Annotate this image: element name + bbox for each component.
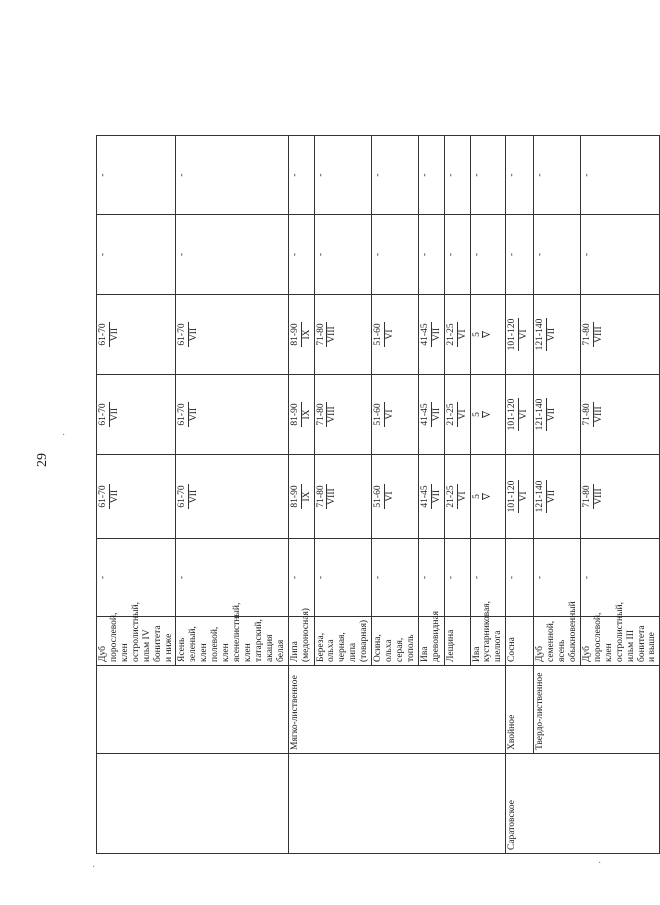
- age-class-cell: [580, 295, 659, 375]
- age-class: VII: [547, 489, 558, 504]
- fraction: [177, 322, 200, 346]
- age-class: VII: [189, 489, 200, 504]
- age-range: 61-70: [98, 323, 108, 346]
- dash-cell: -: [314, 215, 372, 295]
- fraction: [98, 322, 121, 346]
- age-class: VII: [547, 407, 558, 422]
- group-cell: Твердо-лиственное: [534, 666, 660, 754]
- dash-cell: -: [418, 215, 444, 295]
- fraction: [535, 398, 558, 432]
- dash-cell: -: [534, 136, 581, 215]
- age-class-cell: [288, 455, 314, 539]
- age-class-cell: [176, 295, 288, 375]
- forest-table: [96, 46, 660, 854]
- age-class-cell: [97, 375, 176, 455]
- dash-cell: -: [176, 539, 288, 617]
- scan-dot: ·: [62, 430, 66, 441]
- age-range: 21-25: [445, 323, 456, 346]
- age-class-cell: [580, 375, 659, 455]
- age-class-cell: [176, 455, 288, 539]
- fraction: [290, 322, 313, 346]
- dash-cell: -: [176, 136, 288, 215]
- fraction: [177, 402, 200, 426]
- age-range: 101-120: [507, 398, 518, 431]
- age-range: 51-60: [373, 323, 384, 346]
- age-range: 5: [471, 494, 482, 499]
- age-range: 51-60: [373, 485, 384, 508]
- age-class: VII: [431, 489, 442, 504]
- age-range: 71-80: [315, 323, 326, 346]
- dash-cell: -: [470, 215, 506, 295]
- age-class: VI: [519, 491, 530, 502]
- age-range: 71-80: [581, 403, 592, 426]
- age-class: VII: [109, 327, 120, 342]
- age-class-cell: [534, 375, 581, 455]
- group-cell: Мягко-лиственное: [288, 666, 506, 754]
- age-range: 121-140: [535, 398, 546, 431]
- age-class: VII: [109, 407, 120, 422]
- species-cell: Сосна: [506, 617, 534, 666]
- fraction: [582, 484, 605, 508]
- fraction: [446, 322, 469, 346]
- fraction: [316, 484, 339, 508]
- age-class: VII: [189, 407, 200, 422]
- age-range: 81-90: [289, 323, 300, 346]
- fraction: [373, 402, 396, 426]
- age-class-cell: [418, 455, 444, 539]
- dash-cell: -: [372, 136, 419, 215]
- fraction: [446, 484, 469, 508]
- fraction: [98, 484, 121, 508]
- age-range: 71-80: [315, 403, 326, 426]
- age-range: 41-45: [419, 323, 430, 346]
- table-row: [288, 47, 314, 854]
- age-class: VI: [385, 491, 396, 502]
- fraction: [582, 402, 605, 426]
- dash-cell: -: [97, 539, 176, 617]
- species-cell: Лещина: [444, 617, 470, 666]
- age-class: VI: [457, 329, 468, 340]
- dash-cell: -: [444, 539, 470, 617]
- page-number: 29: [35, 453, 50, 467]
- age-class-cell: [506, 375, 534, 455]
- age-class: VII: [109, 489, 120, 504]
- age-class: VII: [547, 327, 558, 342]
- age-class: VI: [385, 409, 396, 420]
- dash-cell: -: [470, 539, 506, 617]
- age-class: VI: [385, 329, 396, 340]
- age-range: 41-45: [419, 485, 430, 508]
- fraction: [316, 322, 339, 346]
- age-class: VIII: [327, 326, 338, 343]
- dash-cell: -: [288, 215, 314, 295]
- age-range: 121-140: [535, 480, 546, 513]
- dash-cell: -: [288, 539, 314, 617]
- scan-dot: ·: [92, 862, 96, 873]
- species-cell: Дуб порослевой, клен остролистный, ильм III бонитета и выше: [580, 617, 659, 666]
- age-class: V: [483, 493, 494, 500]
- age-class: VIII: [327, 406, 338, 423]
- table-row: [97, 47, 176, 854]
- age-class-cell: [372, 295, 419, 375]
- dash-cell: -: [580, 215, 659, 295]
- age-class-cell: [444, 455, 470, 539]
- fraction: [177, 484, 200, 508]
- age-class-cell: [470, 295, 506, 375]
- age-class: VIII: [593, 326, 604, 343]
- species-cell: Ива кустарниковая, шелюга: [470, 617, 506, 666]
- species-cell: Липа (медоносная): [288, 617, 314, 666]
- age-range: 71-80: [315, 485, 326, 508]
- age-range: 41-45: [419, 403, 430, 426]
- age-class: VIII: [593, 488, 604, 505]
- age-class-cell: [314, 455, 372, 539]
- fraction: [420, 402, 443, 426]
- dash-cell: -: [288, 136, 314, 215]
- dash-cell: -: [534, 539, 581, 617]
- blank-cell: [97, 666, 289, 754]
- age-class-cell: [444, 295, 470, 375]
- fraction: [98, 402, 121, 426]
- species-cell: Дуб семенной, ясень обыкновенный: [534, 617, 581, 666]
- age-range: 21-25: [445, 485, 456, 508]
- age-range: 61-70: [177, 403, 188, 426]
- age-class: VII: [189, 327, 200, 342]
- age-range: 121-140: [535, 318, 546, 351]
- dash-cell: -: [506, 215, 534, 295]
- species-cell: Осина, ольха серая, тополь: [372, 617, 419, 666]
- age-class-cell: [372, 375, 419, 455]
- fraction: [373, 322, 396, 346]
- species-cell: Дуб порослевой, клен остролистный, ильм IV бонитета и ниже: [97, 617, 176, 666]
- age-range: 5: [471, 332, 482, 337]
- age-range: 101-120: [507, 480, 518, 513]
- age-class-cell: [534, 295, 581, 375]
- fraction: [290, 402, 313, 426]
- dash-cell: -: [444, 215, 470, 295]
- age-class: VI: [457, 491, 468, 502]
- age-class-cell: [97, 455, 176, 539]
- age-class-cell: [470, 375, 506, 455]
- age-class: IX: [301, 491, 312, 502]
- scan-dot: ·: [598, 858, 602, 869]
- table-row: [534, 47, 581, 854]
- fraction: [420, 484, 443, 508]
- age-range: 5: [471, 412, 482, 417]
- dash-cell: -: [444, 136, 470, 215]
- fraction: [507, 480, 530, 514]
- fraction: [316, 402, 339, 426]
- fraction: [535, 480, 558, 514]
- dash-cell: -: [314, 136, 372, 215]
- rotated-table-container: [96, 47, 658, 854]
- dash-cell: -: [97, 136, 176, 215]
- blank-cell: [97, 754, 289, 854]
- age-class-cell: [506, 455, 534, 539]
- age-class: IX: [301, 329, 312, 340]
- species-cell: Ясень зеленый, клен полевой, клен ясенелистный, клен татарский, акация белая: [176, 617, 288, 666]
- fraction: [507, 398, 530, 432]
- fraction: [535, 318, 558, 352]
- fraction: [582, 322, 605, 346]
- dash-cell: -: [506, 539, 534, 617]
- age-class-cell: [470, 455, 506, 539]
- age-range: 61-70: [177, 485, 188, 508]
- fraction: [507, 318, 530, 352]
- age-class-cell: [580, 455, 659, 539]
- dash-cell: -: [580, 136, 659, 215]
- age-class-cell: [444, 375, 470, 455]
- age-class: VI: [457, 409, 468, 420]
- age-class: VII: [431, 407, 442, 422]
- dash-cell: -: [506, 136, 534, 215]
- age-class-cell: [506, 295, 534, 375]
- dash-cell: -: [97, 215, 176, 295]
- age-class-cell: [314, 375, 372, 455]
- age-class-cell: [534, 455, 581, 539]
- dash-cell: -: [470, 136, 506, 215]
- age-class: V: [483, 331, 494, 338]
- dash-cell: -: [314, 539, 372, 617]
- species-cell: Ива древовидная: [418, 617, 444, 666]
- dash-cell: -: [418, 539, 444, 617]
- fraction: [472, 411, 495, 418]
- dash-cell: -: [534, 215, 581, 295]
- age-class: VIII: [327, 488, 338, 505]
- dash-cell: -: [418, 136, 444, 215]
- age-class-cell: [418, 295, 444, 375]
- age-class-cell: [288, 295, 314, 375]
- age-range: 61-70: [177, 323, 188, 346]
- fraction: [420, 322, 443, 346]
- dash-cell: -: [372, 215, 419, 295]
- blank-cell: [288, 754, 506, 854]
- group-cell: Хвойное: [506, 666, 534, 754]
- species-cell: Береза, ольха черная, липа (товарная): [314, 617, 372, 666]
- age-class-cell: [314, 295, 372, 375]
- dash-cell: -: [580, 539, 659, 617]
- age-range: 71-80: [581, 485, 592, 508]
- age-class-cell: [418, 375, 444, 455]
- age-class: IX: [301, 409, 312, 420]
- age-class-cell: [372, 455, 419, 539]
- region-cell: Саратовское: [506, 754, 660, 854]
- age-class: VI: [519, 409, 530, 420]
- dash-cell: -: [372, 539, 419, 617]
- fraction: [446, 402, 469, 426]
- age-range: 81-90: [289, 485, 300, 508]
- age-range: 81-90: [289, 403, 300, 426]
- dash-cell: -: [176, 215, 288, 295]
- age-range: 51-60: [373, 403, 384, 426]
- age-class: VI: [519, 329, 530, 340]
- age-class-cell: [97, 295, 176, 375]
- age-range: 101-120: [507, 318, 518, 351]
- fraction: [290, 484, 313, 508]
- age-class: V: [483, 411, 494, 418]
- age-range: 71-80: [581, 323, 592, 346]
- fraction: [472, 331, 495, 338]
- fraction: [472, 493, 495, 500]
- age-class-cell: [288, 375, 314, 455]
- age-class: VIII: [593, 406, 604, 423]
- age-class: VII: [431, 327, 442, 342]
- table-row: [506, 47, 534, 854]
- age-class-cell: [176, 375, 288, 455]
- age-range: 61-70: [98, 403, 108, 426]
- age-range: 61-70: [98, 485, 108, 508]
- age-range: 21-25: [445, 403, 456, 426]
- fraction: [373, 484, 396, 508]
